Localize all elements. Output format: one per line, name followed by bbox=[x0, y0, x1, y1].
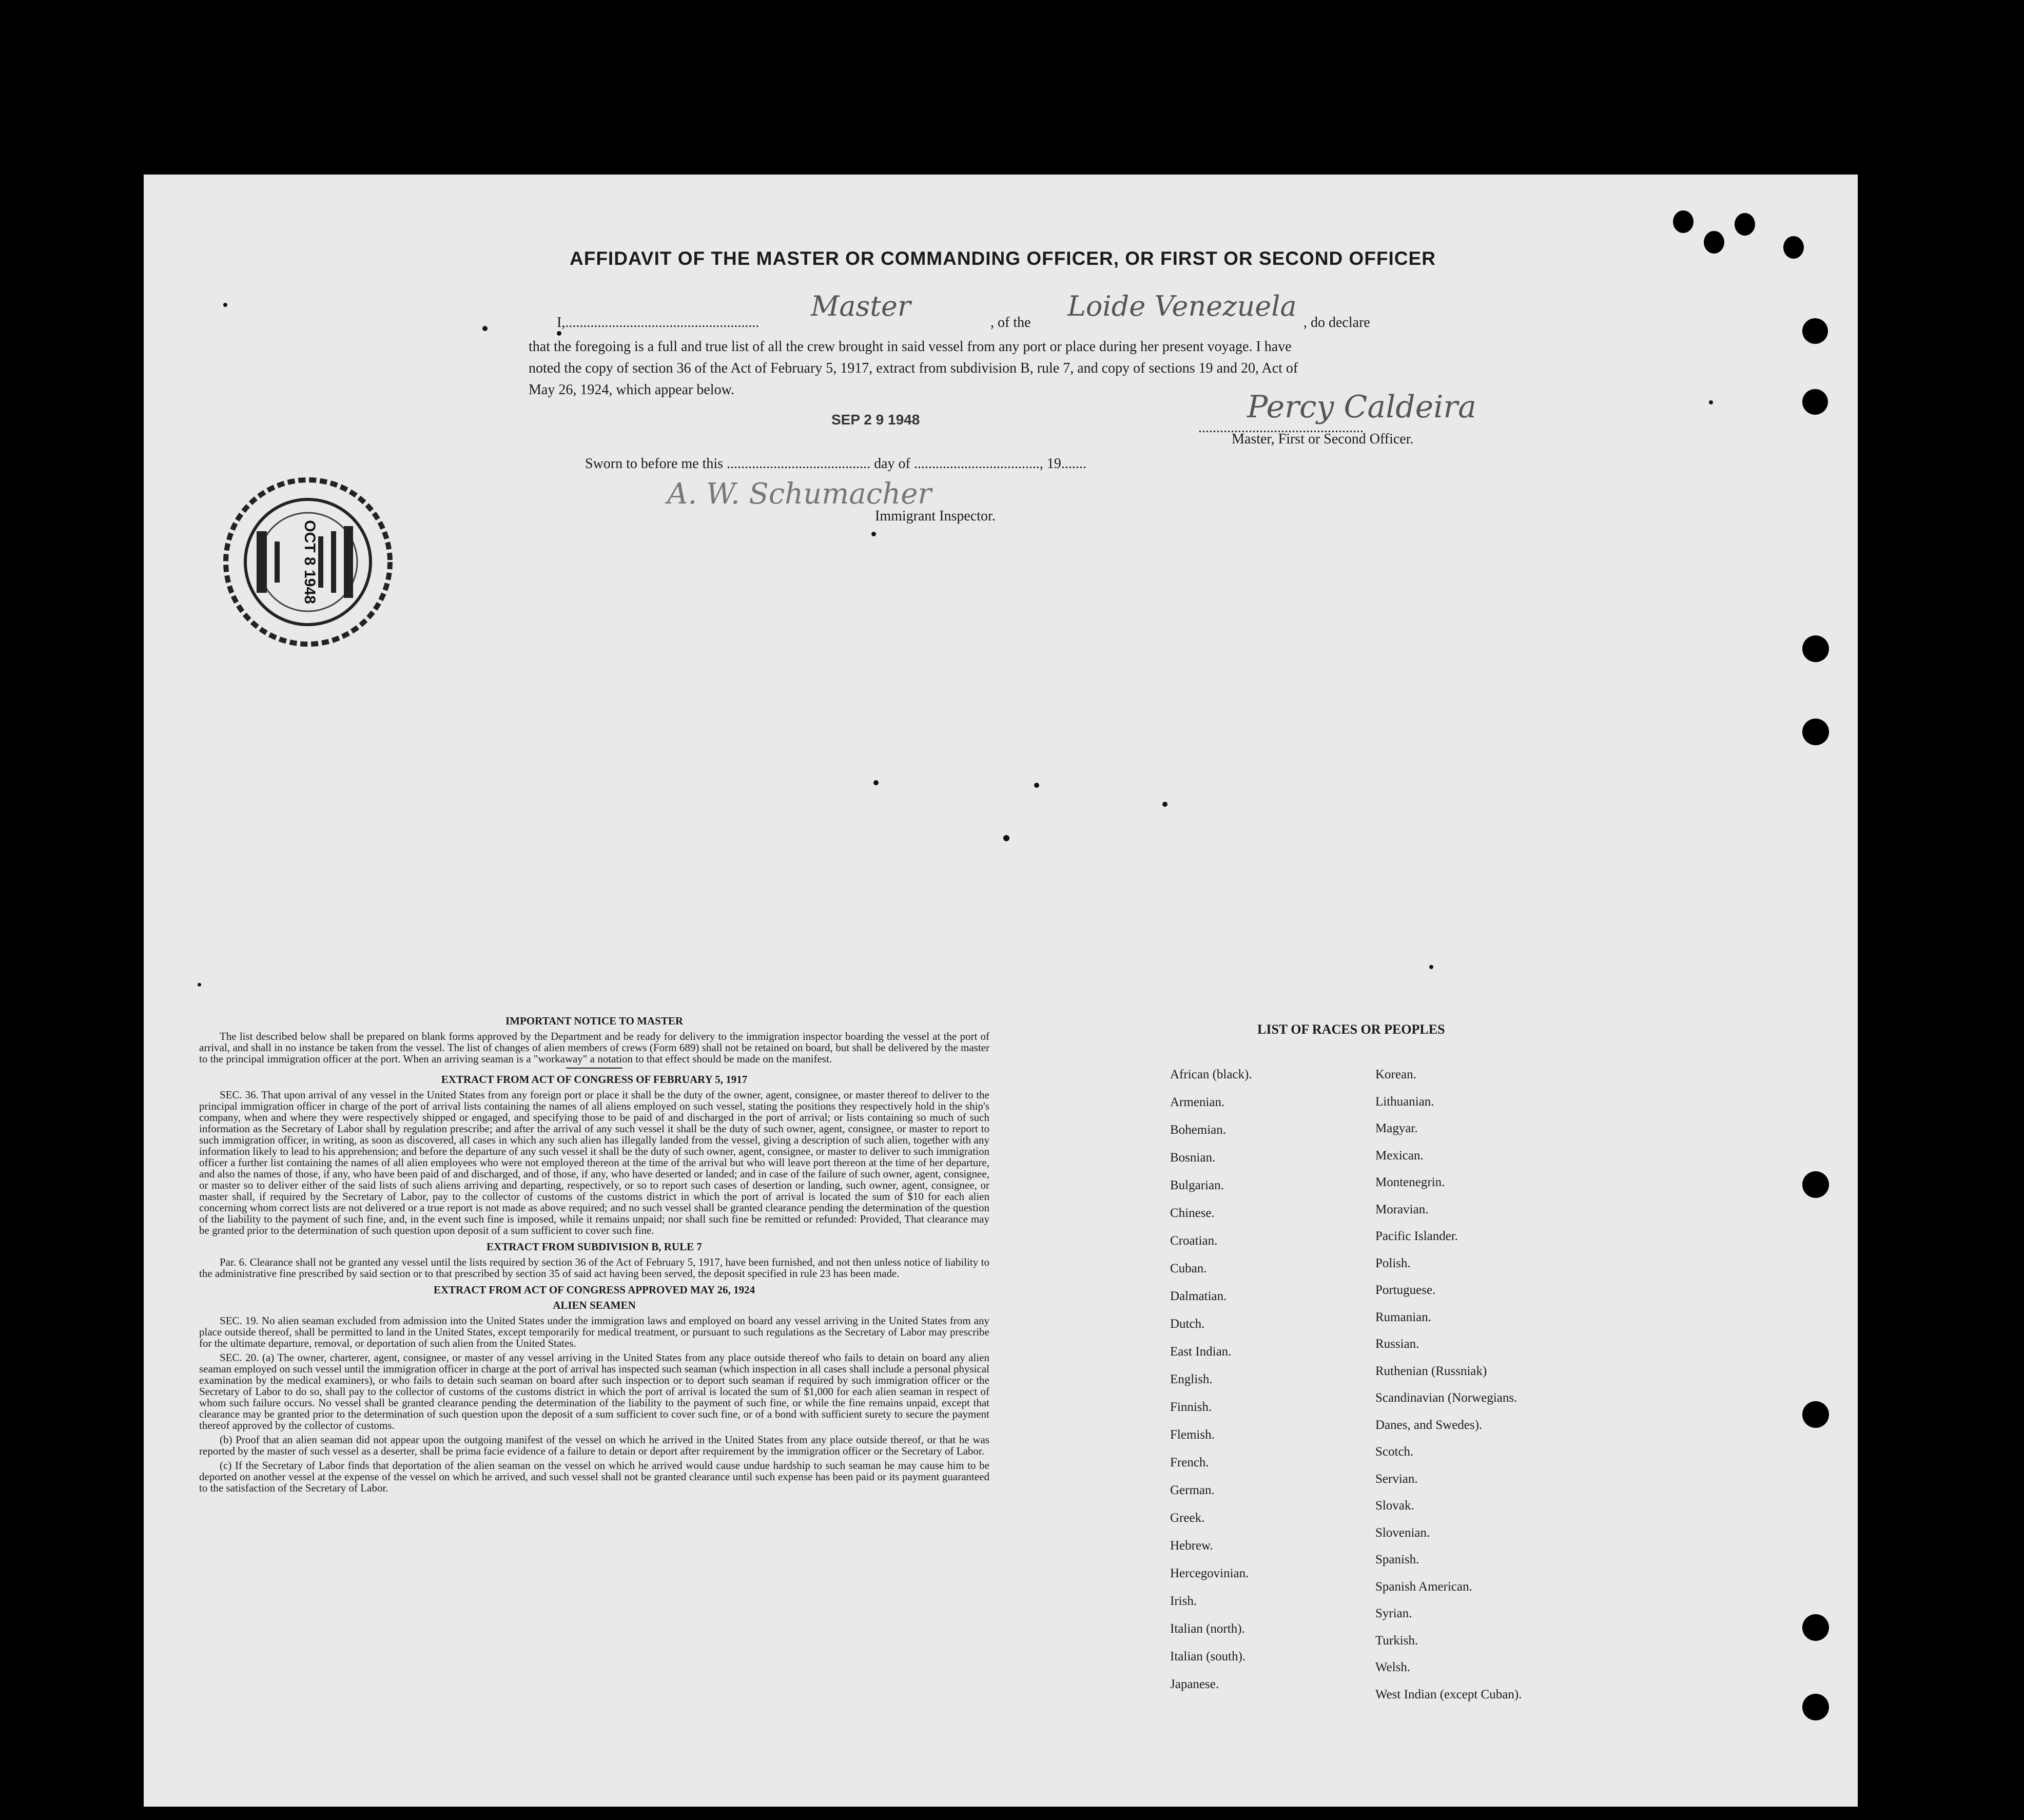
affidavit-line2: that the foregoing is a full and true list of all the crew brought in said vessel from any port or place during her present voyage. I have bbox=[529, 339, 1292, 355]
speck bbox=[871, 532, 876, 536]
master-signature: Percy Caldeira bbox=[1247, 389, 1476, 425]
punch-hole bbox=[1802, 1171, 1829, 1198]
speck bbox=[1162, 802, 1167, 807]
race-item: Welsh. bbox=[1375, 1660, 1411, 1674]
important-notice bbox=[199, 1010, 989, 1497]
race-item: Italian (south). bbox=[1170, 1650, 1246, 1663]
race-item: Dalmatian. bbox=[1170, 1289, 1227, 1303]
affidavit-line3: noted the copy of section 36 of the Act of February 5, 1917, extract from subdivision B, rule 7, and copy of sections 19 and 20, Act of bbox=[529, 360, 1298, 376]
sec36-paragraph: SEC. 36. That upon arrival of any vessel in the United States from any foreign port or place it shall be the duty of the owner, agent, consignee, or master thereof to deliver to the principal immigration officer in charge of the port of arrival lists containing the names of all aliens employed on such vessel, stating the positions they respectively hold in the ship's company, when and where they were respectively shipped or engaged, and specifying those to be paid of and discharged in the port of arrival; or lists containing so much of such information as the Secretary of Labor shall by regulation prescribe; and after the arrival of any such vessel it shall be the duty of such owner, agent, consignee, or master to report to such immigration officer, in writing, as soon as discovered, all cases in which any such alien has illegally landed from the vessel, giving a description of such alien, together with any information likely to lead to his apprehension; and before the departure of any such vessel it shall be the duty of such owner, agent, consignee, or master to deliver to such immigration officer a further list containing the names of all alien employees who were not employed thereon at the time of the arrival but who will leave port thereon at the time of her departure, and also the names of those, if any, who have been paid of and discharged, and of those, if any, who have deserted or landed; and in case of the failure of such owner, agent, consignee, or master so to deliver either of the said lists of such aliens arriving and departing, respectively, or so to report such cases of desertion or landing, such owner, agent, consignee, or master shall, if required by the Secretary of Labor, pay to the collector of customs of the customs district in which the port of arrival is located the sum of $10 for each alien concerning whom correct lists are not delivered or a true report is not made as above required; and no such vessel shall be granted clearance pending the determination of the question of the liability to the payment of such fine, and, in the event such fine is imposed, while it remains unpaid; nor shall such fine be remitted or refunded: Provided, That clearance may be granted prior to the determination of such question upon deposit of a sum sufficient to cover such fine. bbox=[199, 1089, 989, 1236]
race-item: Lithuanian. bbox=[1375, 1094, 1434, 1109]
race-item: Armenian. bbox=[1170, 1095, 1225, 1109]
race-item: Slovak. bbox=[1375, 1499, 1414, 1513]
race-item: Bulgarian. bbox=[1170, 1178, 1224, 1192]
speck bbox=[873, 780, 879, 785]
race-item: Turkish. bbox=[1375, 1633, 1418, 1648]
race-item: English. bbox=[1170, 1372, 1213, 1386]
race-item: Danes, and Swedes). bbox=[1375, 1418, 1483, 1432]
race-item: Ruthenian (Russniak) bbox=[1375, 1364, 1487, 1378]
punch-hole bbox=[1802, 719, 1829, 745]
extract3-heading: EXTRACT FROM ACT OF CONGRESS APPROVED MAY 26, 1924 bbox=[433, 1284, 755, 1296]
race-item: Portuguese. bbox=[1375, 1283, 1436, 1297]
date-stamp: SEP 2 9 1948 bbox=[831, 412, 920, 428]
line1-of: , of the bbox=[990, 315, 1031, 331]
punch-hole bbox=[1735, 213, 1755, 236]
punch-hole bbox=[1802, 1694, 1829, 1720]
race-item: African (black). bbox=[1170, 1068, 1252, 1081]
races-heading: LIST OF RACES OR PEOPLES bbox=[1257, 1022, 1445, 1037]
race-item: Scotch. bbox=[1375, 1445, 1414, 1459]
sec20c-paragraph: (c) If the Secretary of Labor finds that deportation of the alien seaman on the vessel on which he arrived would cause undue hardship to such seaman he may cause him to be deported on another vessel at the expense of the vessel on which he arrived, and such vessel shall not be granted clearance until such expense has been paid or its payment guaranteed to the satisfaction of the Secretary of Labor. bbox=[199, 1459, 989, 1494]
line1-suffix: , do declare bbox=[1303, 315, 1370, 331]
race-item: Magyar. bbox=[1375, 1121, 1418, 1135]
race-item: West Indian (except Cuban). bbox=[1375, 1687, 1522, 1701]
race-item: Chinese. bbox=[1170, 1206, 1215, 1220]
punch-hole bbox=[1783, 236, 1804, 259]
race-item: Pacific Islander. bbox=[1375, 1229, 1458, 1243]
race-item: Hebrew. bbox=[1170, 1539, 1213, 1553]
race-item: Mexican. bbox=[1375, 1148, 1424, 1163]
race-item: Moravian. bbox=[1375, 1202, 1429, 1216]
race-item: Hercegovinian. bbox=[1170, 1566, 1249, 1580]
punch-hole bbox=[1704, 231, 1724, 254]
punch-hole bbox=[1673, 210, 1694, 233]
speck bbox=[198, 983, 201, 986]
race-item: Bosnian. bbox=[1170, 1151, 1216, 1165]
inspector-signature: A. W. Schumacher bbox=[667, 477, 932, 511]
sworn-line: Sworn to before me this ........................................ day of ..................................., 19....... bbox=[585, 456, 1086, 472]
master-caption: Master, First or Second Officer. bbox=[1232, 431, 1414, 447]
race-item: Bohemian. bbox=[1170, 1123, 1227, 1137]
race-item: Spanish American. bbox=[1375, 1579, 1472, 1594]
race-item: Rumanian. bbox=[1375, 1310, 1432, 1324]
punch-hole bbox=[1802, 1614, 1829, 1641]
speck bbox=[1034, 783, 1039, 788]
par6-paragraph: Par. 6. Clearance shall not be granted any vessel until the lists required by section 36 of the Act of February 5, 1917, have been furnished, and not then unless notice of liability to the administrative fine prescribed by said section or to that prescribed by section 35 of said act having been served, the deposit specified in rule 23 has been made. bbox=[199, 1256, 989, 1280]
race-item: German. bbox=[1170, 1483, 1215, 1497]
speck bbox=[1429, 965, 1433, 969]
handwritten-rank: Master bbox=[811, 290, 911, 322]
speck bbox=[1709, 400, 1713, 404]
race-item: Servian. bbox=[1375, 1472, 1418, 1486]
extract1-heading: EXTRACT FROM ACT OF CONGRESS OF FEBRUARY 5, 1917 bbox=[441, 1073, 748, 1086]
immigration-seal-stamp bbox=[216, 470, 400, 654]
race-item: Korean. bbox=[1375, 1068, 1416, 1081]
race-item: Japanese. bbox=[1170, 1677, 1219, 1691]
race-item: Slovenian. bbox=[1375, 1525, 1430, 1540]
race-item: Cuban. bbox=[1170, 1262, 1207, 1275]
affidavit-title: AFFIDAVIT OF THE MASTER OR COMMANDING OFFICER, OR FIRST OR SECOND OFFICER bbox=[570, 248, 1436, 269]
race-item: East Indian. bbox=[1170, 1345, 1232, 1359]
race-item: Polish. bbox=[1375, 1256, 1411, 1270]
divider bbox=[566, 1068, 622, 1069]
race-item: Greek. bbox=[1170, 1511, 1205, 1525]
race-item: Russian. bbox=[1375, 1337, 1419, 1351]
race-item: Dutch. bbox=[1170, 1317, 1205, 1331]
race-item: Italian (north). bbox=[1170, 1622, 1245, 1636]
handwritten-vessel: Loide Venezuela bbox=[1067, 290, 1297, 322]
line1-prefix: I, bbox=[557, 315, 566, 331]
speck bbox=[223, 303, 227, 307]
punch-hole bbox=[1802, 1401, 1829, 1428]
race-item: Finnish. bbox=[1170, 1400, 1212, 1414]
sec19-paragraph: SEC. 19. No alien seaman excluded from admission into the United States under the immigration laws and employed on board any vessel arriving in the United States from any place outside thereof, shall be permitted to land in the United States, except temporarily for medical treatment, or pursuant to such regulations as the Secretary of Labor may prescribe for the ultimate departure, removal, or deportation of such alien from the United States. bbox=[199, 1314, 989, 1349]
punch-hole bbox=[1802, 318, 1828, 344]
extract2-heading: EXTRACT FROM SUBDIVISION B, RULE 7 bbox=[486, 1241, 702, 1253]
race-item: Irish. bbox=[1170, 1594, 1197, 1608]
race-item: Montenegrin. bbox=[1375, 1175, 1445, 1189]
race-item: French. bbox=[1170, 1456, 1209, 1469]
race-item: Syrian. bbox=[1375, 1606, 1412, 1620]
notice-paragraph: The list described below shall be prepared on blank forms approved by the Department and be ready for delivery to the immigration inspector boarding the vessel at the port of arrival, and shall in no instance be taken from the vessel. The list of changes of alien members of crews (Form 689) shall not be retained on board, but shall be delivered by the master to the principal immigration officer at the port. When an arriving seaman is a "workaway" a notation to that effect should be made on the manifest. bbox=[199, 1030, 989, 1065]
alien-seamen-heading: ALIEN SEAMEN bbox=[553, 1299, 636, 1311]
affidavit-line1-prefix bbox=[557, 315, 759, 331]
race-item: Flemish. bbox=[1170, 1428, 1215, 1442]
punch-hole bbox=[1802, 635, 1829, 662]
notice-heading: IMPORTANT NOTICE TO MASTER bbox=[505, 1015, 684, 1027]
seal-date: OCT 8 1948 bbox=[301, 520, 318, 604]
race-item: Croatian. bbox=[1170, 1234, 1218, 1248]
speck bbox=[1003, 835, 1009, 841]
inspector-caption: Immigrant Inspector. bbox=[875, 508, 996, 524]
signature-dots: .............................................. bbox=[1198, 420, 1364, 436]
race-item: Spanish. bbox=[1375, 1553, 1419, 1566]
document-sheet bbox=[144, 175, 1858, 1807]
race-item: Scandinavian (Norwegians. bbox=[1375, 1391, 1517, 1405]
sec20b-paragraph: (b) Proof that an alien seaman did not appear upon the outgoing manifest of the vessel on which he arrived in the United States from any place outside thereof, or that he was reported by the master of such vessel as a deserter, shall be prima facie evidence of a failure to detain or deport after requirement by the immigration officer or the Secretary of Labor. bbox=[199, 1434, 989, 1457]
punch-hole bbox=[1802, 389, 1828, 415]
sec20a-paragraph: SEC. 20. (a) The owner, charterer, agent, consignee, or master of any vessel arriving in the United States from any place outside thereof who fails to detain on board any alien seaman employed on such vessel until the immigration officer in charge at the port of arrival has inspected such seaman (which inspection in all cases shall include a personal physical examination by the medical examiners), or who fails to detain such seaman on board after such inspection or to deport such seaman if required by such immigration officer or the Secretary of Labor to do so, shall pay to the collector of customs of the customs district in which the port of arrival is located the sum of $1,000 for each alien seaman in respect of whom such failure occurs. No vessel shall be granted clearance pending the determination of the liability to the payment of such fine, or while the fine remains unpaid, except that clearance may be granted prior to the determination of such question upon the deposit of a sum sufficient to cover such fine, or of a bond with sufficient surety to secure the payment thereof approved by the collector of customs. bbox=[199, 1351, 989, 1431]
speck bbox=[482, 326, 488, 331]
line1-dots: ...................................................... bbox=[565, 315, 760, 331]
speck bbox=[557, 331, 561, 336]
affidavit-line4: May 26, 1924, which appear below. bbox=[529, 382, 734, 398]
